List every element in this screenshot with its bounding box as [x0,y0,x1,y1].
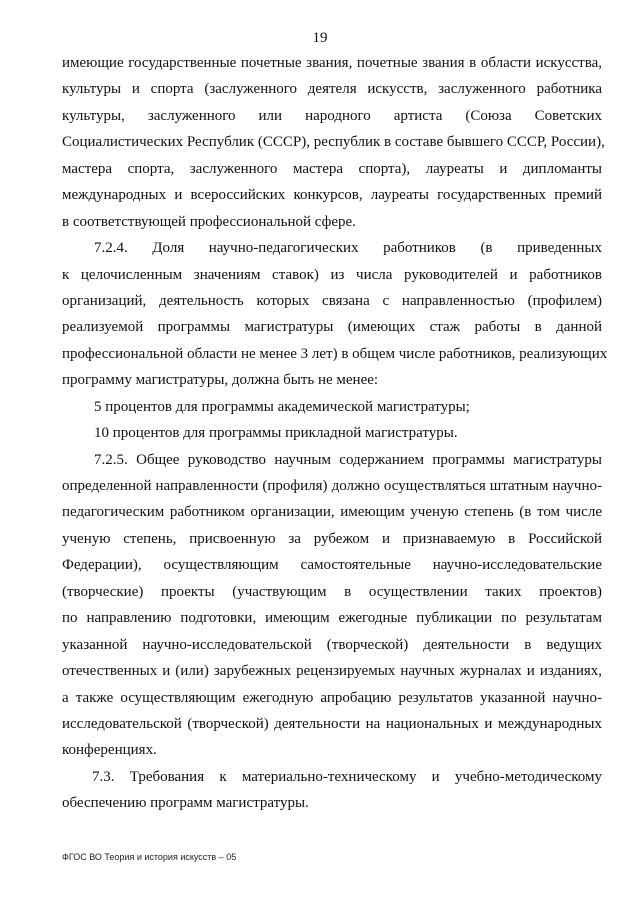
text-line: к целочисленным значениям ставок) из числа руководителей и работников [62,266,602,283]
text-line: по направлению подготовки, имеющим ежегодные публикации по результатам [62,610,602,627]
text-line: в соответствующей профессиональной сфере. [62,213,356,230]
page-number: 19 [312,30,328,46]
text-line: реализуемой программы магистратуры (имеющих стаж работы в данной [62,319,602,336]
text-line: имеющие государственные почетные звания, почетные звания в области искусства, [62,55,602,71]
text-line: 7.2.4. Доля научно-педагогических работников (в приведенных [94,240,602,257]
text-line: программу магистратуры, должна быть не менее: [62,372,379,389]
text-line: организаций, деятельность которых связана с направленностью (профилем) [62,292,602,309]
text-line: 7.3. Требования к материально-техническому и учебно-методическому [92,768,602,785]
text-line: 5 процентов для программы академической магистратуры; [94,398,470,415]
text-line: международных и всероссийских конкурсов, лауреаты государственных премий [62,187,602,204]
document-body [62,50,608,817]
text-line: конференциях. [62,742,157,759]
text-line: (творческие) проекты (участвующим в осуществлении таких проектов) [62,583,602,600]
text-line: культуры и спорта (заслуженного деятеля искусств, заслуженного работника [62,81,602,98]
text-line: определенной направленности (профиля) должно осуществляться штатным научно- [62,478,602,494]
text-line: отечественных и (или) зарубежных рецензируемых научных журналах и изданиях, [62,663,602,680]
text-line: культуры, заслуженного или народного артиста (Союза Советских [62,107,602,124]
text-line: обеспечению программ магистратуры. [62,795,309,812]
text-line: 7.2.5. Общее руководство научным содержанием программы магистратуры [94,451,602,468]
text-line: ученую степень, присвоенную за рубежом и признаваемую в Российской [62,530,602,547]
text-line: Федерации), осуществляющим самостоятельные научно-исследовательские [62,557,602,574]
text-line: мастера спорта, заслуженного мастера спорта), лауреаты и дипломанты [62,160,602,177]
text-line: указанной научно-исследовательской (творческой) деятельности в ведущих [62,636,602,653]
text-line: Социалистических Республик (СССР), республик в составе бывшего СССР, России), [62,134,605,151]
text-line: педагогическим работником организации, имеющим ученую степень (в том числе [62,504,602,521]
text-line: а также осуществляющим ежегодную апробацию результатов указанной научно- [62,689,602,706]
text-line: исследовательской (творческой) деятельности на национальных и международных [62,715,602,732]
text-line: 10 процентов для программы прикладной магистратуры. [94,425,458,442]
text-line: профессиональной области не менее 3 лет) в общем числе работников, реализующих [62,345,608,362]
page-footer: ФГОС ВО Теория и история искусств – 05 [62,852,237,862]
